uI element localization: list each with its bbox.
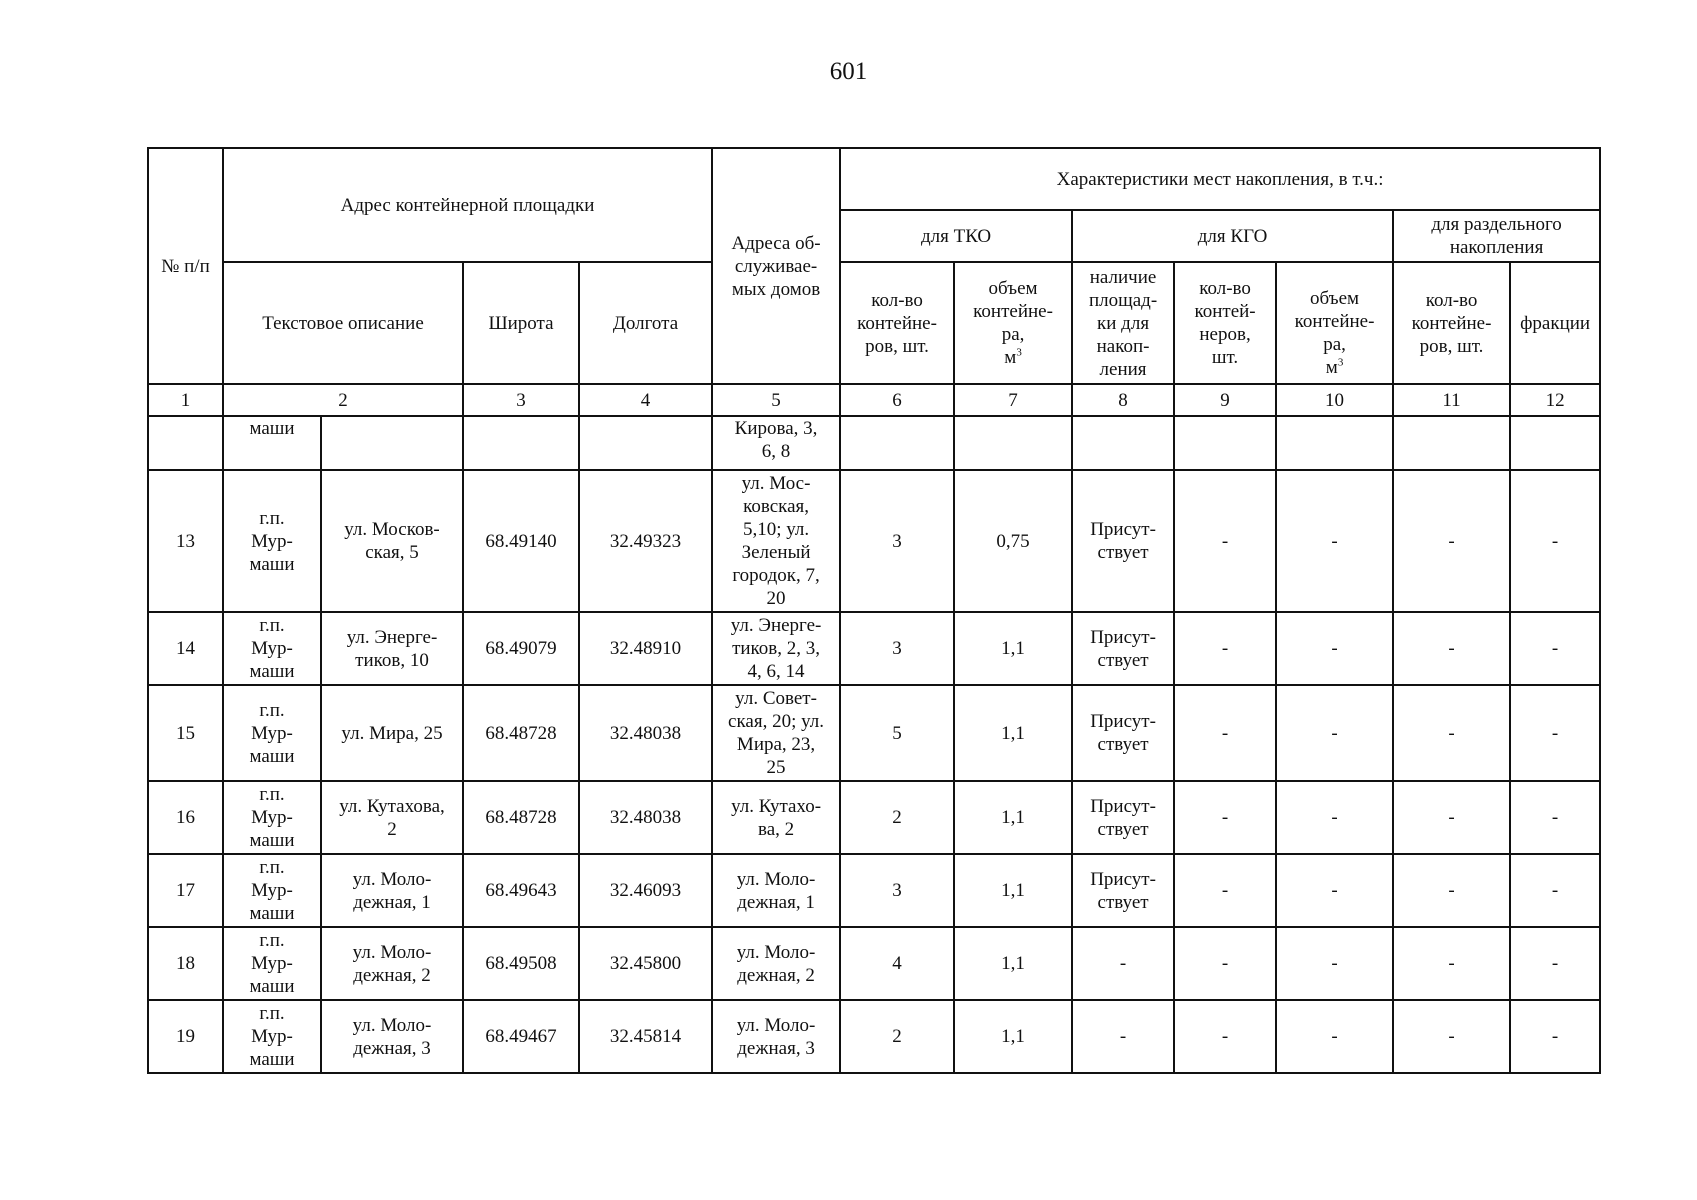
latitude-cell: 68.49079 (463, 612, 579, 685)
served-houses-cell: Кирова, 3, 6, 8 (712, 416, 840, 470)
sep-count-cell: - (1393, 781, 1510, 854)
sep-count-cell: - (1393, 927, 1510, 1000)
fractions-cell: - (1510, 781, 1600, 854)
header-sep-count: кол-во контейне- ров, шт. (1393, 262, 1510, 384)
header-fractions: фракции (1510, 262, 1600, 384)
container-site-table (147, 147, 1601, 1074)
fractions-cell: - (1510, 612, 1600, 685)
latitude-cell: 68.48728 (463, 781, 579, 854)
row-number-cell: 18 (148, 927, 223, 1000)
page-number: 601 (829, 58, 868, 85)
latitude-cell: 68.49467 (463, 1000, 579, 1073)
sep-count-cell: - (1393, 1000, 1510, 1073)
street-cell: ул. Моло- дежная, 2 (321, 927, 463, 1000)
col-number: 3 (463, 384, 579, 416)
street-cell: ул. Моло- дежная, 1 (321, 854, 463, 927)
row-number-cell: 15 (148, 685, 223, 781)
kgo-volume-cell: - (1276, 854, 1393, 927)
served-houses-cell: ул. Мос- ковская, 5,10; ул. Зеленый городок, 7, 20 (712, 470, 840, 612)
settlement-cell: г.п. Мур- маши (223, 470, 321, 612)
settlement-cell: маши (223, 416, 321, 470)
row-number-cell: 19 (148, 1000, 223, 1073)
header-address-group: Адрес контейнерной площадки (223, 148, 712, 262)
kgo-site-cell: Присут- ствует (1072, 470, 1174, 612)
kgo-site-cell: - (1072, 1000, 1174, 1073)
served-houses-cell: ул. Совет- ская, 20; ул. Мира, 23, 25 (712, 685, 840, 781)
column-number-row (148, 384, 1600, 416)
kgo-site-cell: - (1072, 927, 1174, 1000)
header-latitude: Широта (463, 262, 579, 384)
table-row (148, 927, 1600, 1000)
kgo-site-cell: Присут- ствует (1072, 781, 1174, 854)
latitude-cell: 68.49508 (463, 927, 579, 1000)
kgo-volume-cell: - (1276, 685, 1393, 781)
col-number: 11 (1393, 384, 1510, 416)
table-row (148, 1000, 1600, 1073)
kgo-volume-cell: - (1276, 1000, 1393, 1073)
latitude-cell: 68.48728 (463, 685, 579, 781)
kgo-count-cell: - (1174, 927, 1276, 1000)
longitude-cell: 32.48038 (579, 781, 712, 854)
fractions-cell: - (1510, 685, 1600, 781)
kgo-site-cell: Присут- ствует (1072, 612, 1174, 685)
served-houses-cell: ул. Моло- дежная, 1 (712, 854, 840, 927)
tko-count-cell: 3 (840, 854, 954, 927)
settlement-cell: г.п. Мур- маши (223, 685, 321, 781)
col-number: 10 (1276, 384, 1393, 416)
header-separate: для раздельного накопления (1393, 210, 1600, 262)
table-row (148, 781, 1600, 854)
col-number: 5 (712, 384, 840, 416)
street-cell: ул. Мира, 25 (321, 685, 463, 781)
kgo-count-cell: - (1174, 470, 1276, 612)
kgo-count-cell: - (1174, 612, 1276, 685)
sep-count-cell: - (1393, 612, 1510, 685)
row-number-cell: 14 (148, 612, 223, 685)
row-number-cell: 16 (148, 781, 223, 854)
latitude-cell: 68.49643 (463, 854, 579, 927)
row-number-cell: 13 (148, 470, 223, 612)
kgo-count-cell: - (1174, 1000, 1276, 1073)
street-cell: ул. Энерге- тиков, 10 (321, 612, 463, 685)
header-tko: для ТКО (840, 210, 1072, 262)
col-number: 2 (223, 384, 463, 416)
settlement-cell: г.п. Мур- маши (223, 927, 321, 1000)
tko-count-cell: 3 (840, 612, 954, 685)
served-houses-cell: ул. Моло- дежная, 3 (712, 1000, 840, 1073)
fractions-cell: - (1510, 470, 1600, 612)
tko-volume-cell: 1,1 (954, 612, 1072, 685)
tko-volume-cell: 0,75 (954, 470, 1072, 612)
header-kgo: для КГО (1072, 210, 1393, 262)
settlement-cell: г.п. Мур- маши (223, 781, 321, 854)
settlement-cell: г.п. Мур- маши (223, 1000, 321, 1073)
row-number-cell: 17 (148, 854, 223, 927)
header-kgo-site: наличие площад- ки для накоп- ления (1072, 262, 1174, 384)
continuation-row (148, 416, 1600, 470)
col-number: 7 (954, 384, 1072, 416)
street-cell: ул. Моло- дежная, 3 (321, 1000, 463, 1073)
header-kgo-volume: объем контейне- ра, $м^3$ (1276, 262, 1393, 384)
longitude-cell: 32.46093 (579, 854, 712, 927)
header-served-houses: Адреса об- служивае- мых домов (712, 148, 840, 384)
kgo-volume-cell: - (1276, 612, 1393, 685)
table-row (148, 470, 1600, 612)
longitude-cell: 32.48038 (579, 685, 712, 781)
tko-count-cell: 2 (840, 781, 954, 854)
kgo-count-cell: - (1174, 685, 1276, 781)
tko-volume-cell: 1,1 (954, 685, 1072, 781)
longitude-cell: 32.48910 (579, 612, 712, 685)
header-characteristics: Характеристики мест накопления, в т.ч.: (840, 148, 1600, 210)
longitude-cell: 32.49323 (579, 470, 712, 612)
table-row (148, 612, 1600, 685)
kgo-site-cell: Присут- ствует (1072, 854, 1174, 927)
col-number: 6 (840, 384, 954, 416)
tko-count-cell: 5 (840, 685, 954, 781)
kgo-volume-cell: - (1276, 470, 1393, 612)
header-kgo-count: кол-во контей- неров, шт. (1174, 262, 1276, 384)
sep-count-cell: - (1393, 470, 1510, 612)
settlement-cell: г.п. Мур- маши (223, 854, 321, 927)
fractions-cell: - (1510, 927, 1600, 1000)
served-houses-cell: ул. Моло- дежная, 2 (712, 927, 840, 1000)
table-row (148, 854, 1600, 927)
tko-volume-cell: 1,1 (954, 854, 1072, 927)
col-number: 12 (1510, 384, 1600, 416)
tko-count-cell: 3 (840, 470, 954, 612)
kgo-site-cell: Присут- ствует (1072, 685, 1174, 781)
served-houses-cell: ул. Энерге- тиков, 2, 3, 4, 6, 14 (712, 612, 840, 685)
fractions-cell: - (1510, 854, 1600, 927)
header-text-desc: Текстовое описание (223, 262, 463, 384)
longitude-cell: 32.45814 (579, 1000, 712, 1073)
latitude-cell: 68.49140 (463, 470, 579, 612)
header-tko-count: кол-во контейне- ров, шт. (840, 262, 954, 384)
tko-volume-cell: 1,1 (954, 1000, 1072, 1073)
kgo-count-cell: - (1174, 781, 1276, 854)
tko-volume-cell: 1,1 (954, 781, 1072, 854)
tko-volume-cell: 1,1 (954, 927, 1072, 1000)
sep-count-cell: - (1393, 854, 1510, 927)
table-row (148, 685, 1600, 781)
street-cell: ул. Москов- ская, 5 (321, 470, 463, 612)
col-number: 9 (1174, 384, 1276, 416)
header-longitude: Долгота (579, 262, 712, 384)
kgo-volume-cell: - (1276, 927, 1393, 1000)
col-number: 4 (579, 384, 712, 416)
fractions-cell: - (1510, 1000, 1600, 1073)
tko-count-cell: 4 (840, 927, 954, 1000)
kgo-volume-cell: - (1276, 781, 1393, 854)
col-number: 8 (1072, 384, 1174, 416)
served-houses-cell: ул. Кутахо- ва, 2 (712, 781, 840, 854)
longitude-cell: 32.45800 (579, 927, 712, 1000)
header-no: № п/п (148, 148, 223, 384)
street-cell: ул. Кутахова, 2 (321, 781, 463, 854)
settlement-cell: г.п. Мур- маши (223, 612, 321, 685)
col-number: 1 (148, 384, 223, 416)
sep-count-cell: - (1393, 685, 1510, 781)
header-tko-volume: объем контейне- ра, $м^3$ (954, 262, 1072, 384)
kgo-count-cell: - (1174, 854, 1276, 927)
tko-count-cell: 2 (840, 1000, 954, 1073)
